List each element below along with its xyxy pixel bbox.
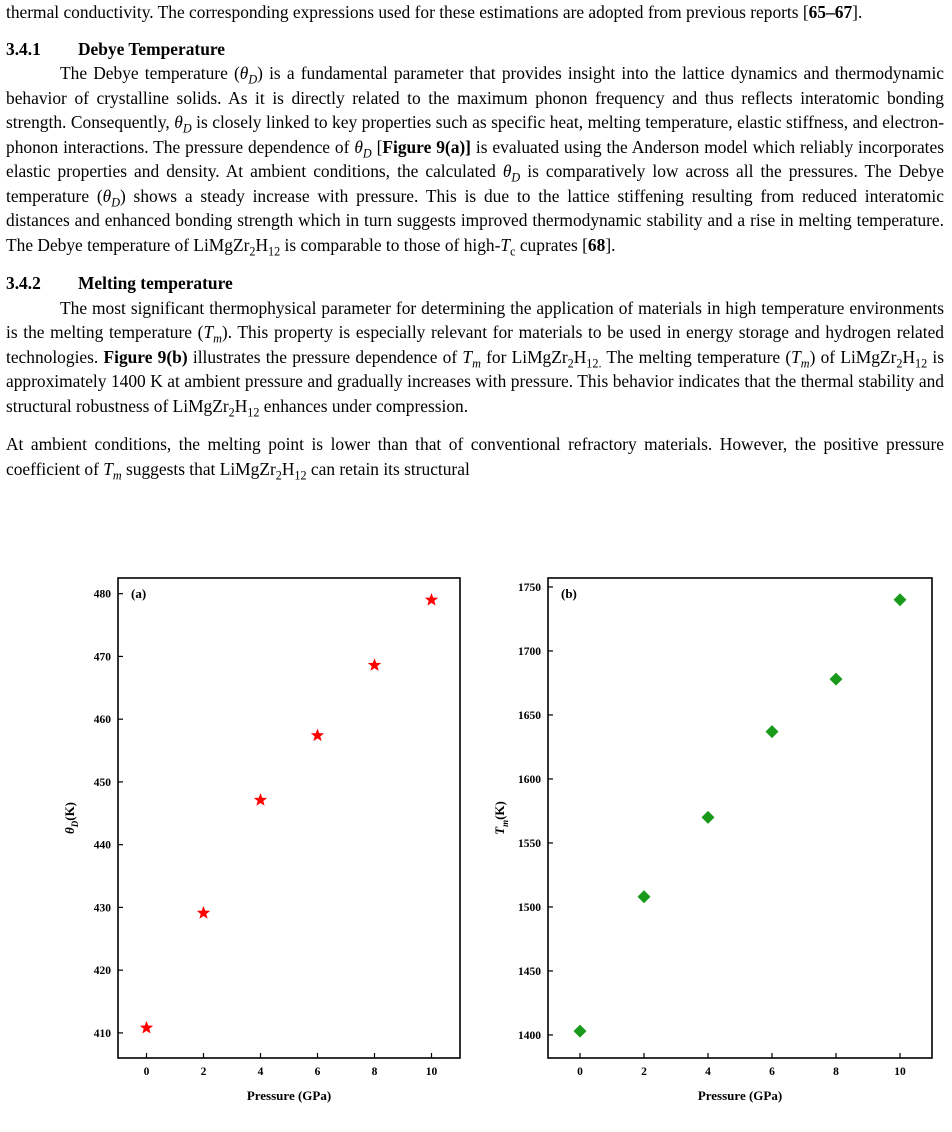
data-point (894, 593, 907, 606)
x-tick-label: 6 (769, 1066, 775, 1078)
x-tick-label: 0 (143, 1066, 150, 1078)
citation: 68 (587, 234, 606, 255)
section-heading-3-4-2: 3.4.2 Melting temperature (6, 273, 233, 293)
x-tick-label: 2 (200, 1066, 207, 1078)
data-point (766, 725, 779, 738)
x-tick-label: 4 (705, 1066, 711, 1078)
plot-frame (548, 578, 932, 1058)
y-tick-label: 1400 (518, 1029, 541, 1042)
y-tick-label: 440 (93, 839, 111, 852)
x-tick-label: 0 (577, 1066, 583, 1078)
y-tick-label: 1650 (518, 709, 541, 722)
y-tick-label: 460 (93, 714, 111, 727)
y-tick-label: 1500 (518, 901, 541, 914)
ambient-paragraph: At ambient conditions, the melting point is lower than that of conventional refractory materials. However, the positive pressure coefficient of $T_m$ suggests that $LiMgZr_2H_{12}$ can retain its structural (6, 434, 944, 482)
y-tick-label: 480 (93, 588, 111, 601)
y-axis-label: $\theta_D(K)$ (62, 801, 80, 835)
x-tick-label: 4 (257, 1066, 264, 1078)
x-tick-label: 8 (833, 1066, 839, 1078)
data-point (638, 890, 651, 903)
data-point (311, 728, 324, 741)
data-point (830, 673, 843, 686)
y-tick-label: 410 (93, 1027, 111, 1040)
chart-a-debye-temperature (0, 570, 470, 1130)
y-tick-label: 1450 (518, 965, 541, 978)
debye-paragraph: The Debye temperature $(\theta_D)$ is a fundamental parameter that provides insight into the lattice dynamics and thermodynamic behavior of crystalline solids. As it is directly related to the maximum phonon frequency and thus reflects interatomic bonding strength. Consequently, $\theta_D$ is closely linked to key properties such as specific heat, melting temperature, elastic stiffness, and electron-phonon interactions. The pressure dependence of $\theta_D$ [Figure 9(a)] is evaluated using the Anderson model which reliably incorporates elastic properties and density. At ambient conditions, the calculated $\theta_D$ is comparatively low across all the pressures. The Debye temperature $(\theta_D)$ shows a steady increase with pressure. This is due to the lattice stiffening resulting from reduced interatomic distances and enhanced bonding strength which in turn suggests improved thermodynamic stability and a rise in melting temperature. The Debye temperature of $LiMgZr_2H_{12}$ is comparable to those of high-$T_c$ cuprates [68]. (6, 63, 944, 258)
y-tick-label: 1600 (518, 773, 541, 786)
x-tick-label: 2 (641, 1066, 647, 1078)
x-tick-label: 10 (425, 1066, 438, 1078)
data-point (140, 1021, 153, 1034)
section-heading-3-4-1: 3.4.1 Debye Temperature (6, 38, 225, 59)
document-page (0, 0, 952, 481)
data-point (574, 1025, 587, 1038)
y-tick-label: 420 (93, 965, 111, 978)
panel-label: (a) (131, 586, 147, 601)
y-tick-label: 1750 (518, 581, 541, 594)
panel-label: (b) (561, 586, 577, 601)
plot-frame (118, 578, 460, 1058)
chart-b-melting-temperature (472, 570, 952, 1130)
citation: 65–67 (808, 2, 853, 22)
y-tick-label: 450 (93, 776, 111, 789)
figure-reference: Figure 9(b) (103, 346, 188, 367)
x-axis-label: Pressure (GPa) (246, 1088, 332, 1103)
data-point (425, 593, 438, 606)
data-point (368, 658, 381, 671)
y-tick-label: 470 (93, 651, 111, 664)
x-tick-label: 8 (371, 1066, 378, 1078)
x-tick-label: 6 (314, 1066, 321, 1078)
x-tick-label: 10 (894, 1066, 906, 1078)
y-tick-label: 1550 (518, 837, 541, 850)
data-point (702, 811, 715, 824)
intro-paragraph: thermal conductivity. The corresponding expressions used for these estimations are adopted from previous reports [65–67]. (6, 2, 863, 22)
y-axis-label: $T_m(K)$ (492, 801, 510, 835)
y-tick-label: 430 (93, 902, 111, 915)
melting-paragraph: The most significant thermophysical parameter for determining the application of materials in high temperature environments is the melting temperature $(T_m)$. This property is especially relevant for materials to be used in energy storage and hydrogen related technologies. Figure 9(b) illustrates the pressure dependence of $T_m$ for $LiMgZr_2H_{12.}$ The melting temperature $(T_m)$ of $LiMgZr_2H_{12}$ is approximately 1400 K at ambient pressure and gradually increases with pressure. This behavior indicates that the thermal stability and structural robustness of $LiMgZr_2H_{12}$ enhances under compression. (6, 297, 944, 419)
figure-9 (0, 570, 952, 1130)
data-point (197, 906, 210, 919)
x-axis-label: Pressure (GPa) (697, 1088, 783, 1103)
y-tick-label: 1700 (518, 645, 541, 658)
data-point (254, 793, 267, 806)
figure-reference: Figure 9(a)] (382, 136, 471, 157)
